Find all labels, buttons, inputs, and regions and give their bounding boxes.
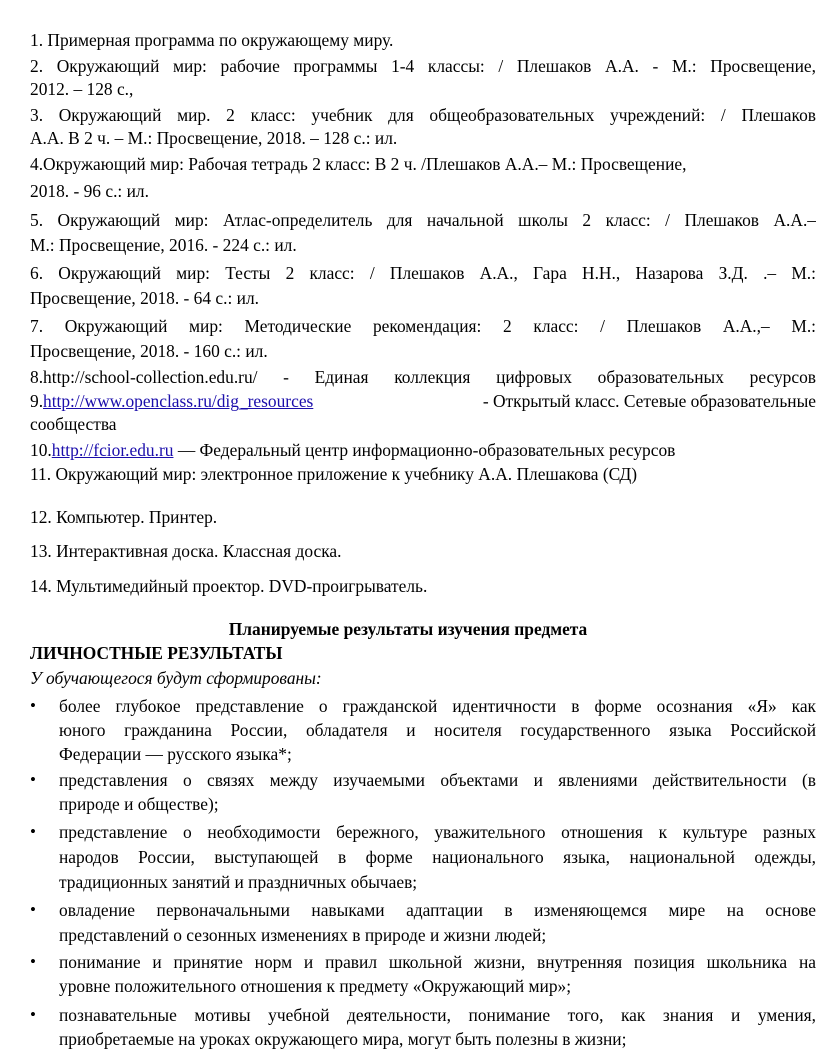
bullet-icon: • <box>30 770 36 789</box>
bullet-3-line-1: представление о необходимости бережного, уважительного отношения к культуре разных <box>59 822 816 842</box>
bullet-1-line-1: более глубокое представление о гражданской идентичности в форме осознания «Я» как <box>59 696 816 716</box>
bullet-3-line-3: традиционных занятий и праздничных обычаев; <box>59 872 418 892</box>
resource-item-6-cont: Просвещение, 2018. - 64 с.: ил. <box>30 288 259 308</box>
section-title: Планируемые результаты изучения предмета <box>228 619 588 639</box>
bullet-icon: • <box>30 952 36 971</box>
resource-item-9-text: - Открытый класс. Сетевые образовательные <box>482 391 816 411</box>
bullet-6-line-1: познавательные мотивы учебной деятельности, понимание того, как знания и умения, <box>59 1005 816 1025</box>
resource-item-7-cont: Просвещение, 2018. - 160 с.: ил. <box>30 341 268 361</box>
personal-results-heading: ЛИЧНОСТНЫЕ РЕЗУЛЬТАТЫ <box>30 643 283 663</box>
resource-item-4-cont: 2018. - 96 с.: ил. <box>30 181 149 201</box>
resource-item-7: 7. Окружающий мир: Методические рекомендация: 2 класс: / Плешаков А.А.,– М.: <box>30 316 816 336</box>
bullet-5-line-1: понимание и принятие норм и правил школьной жизни, внутренняя позиция школьника на <box>59 952 816 972</box>
bullet-3-line-2: народов России, выступающей в форме национального языка, национальной одежды, <box>59 847 816 867</box>
personal-results-intro: У обучающегося будут сформированы: <box>30 668 322 688</box>
openclass-link[interactable]: http://www.openclass.ru/dig_resources <box>43 391 314 411</box>
resource-item-2: 2. Окружающий мир: рабочие программы 1-4 классы: / Плешаков А.А. - М.: Просвещение, <box>30 56 816 76</box>
resource-item-5: 5. Окружающий мир: Атлас-определитель для начальной школы 2 класс: / Плешаков А.А.– <box>30 210 816 230</box>
bullet-2-line-1: представления о связях между изучаемыми объектами и явлениями действительности (в <box>59 770 816 790</box>
resource-item-3-cont: А.А. В 2 ч. – М.: Просвещение, 2018. – 128 с.: ил. <box>30 128 398 148</box>
resource-item-1: 1. Примерная программа по окружающему миру. <box>30 30 394 50</box>
resource-item-14: 14. Мультимедийный проектор. DVD-проигрыватель. <box>30 576 428 596</box>
resource-item-3: 3. Окружающий мир. 2 класс: учебник для общеобразовательных учреждений: / Плешаков <box>30 105 816 125</box>
resource-item-5-cont: М.: Просвещение, 2016. - 224 с.: ил. <box>30 235 297 255</box>
resource-item-10-text: — Федеральный центр информационно-образовательных ресурсов <box>173 440 676 460</box>
resource-item-11: 11. Окружающий мир: электронное приложение к учебнику А.А. Плешакова (СД) <box>30 464 638 484</box>
bullet-6-line-2: приобретаемые на уроках окружающего мира, могут быть полезны в жизни; <box>59 1029 627 1049</box>
resource-item-10-number: 10. <box>30 440 52 460</box>
bullet-icon: • <box>30 696 36 715</box>
bullet-5-line-2: уровне положительного отношения к предмету «Окружающий мир»; <box>59 976 572 996</box>
resource-item-2-cont: 2012. – 128 с., <box>30 79 134 99</box>
fcior-link[interactable]: http://fcior.edu.ru <box>51 440 174 460</box>
bullet-1-line-2: юного гражданина России, обладателя и носителя государственного языка Российской <box>59 720 816 740</box>
resource-item-12: 12. Компьютер. Принтер. <box>30 507 218 527</box>
bullet-4-line-2: представлений о сезонных изменениях в природе и жизни людей; <box>59 925 547 945</box>
resource-item-8: 8.http://school-collection.edu.ru/ - Единая коллекция цифровых образовательных ресурсов <box>30 367 816 387</box>
resource-item-13: 13. Интерактивная доска. Классная доска. <box>30 541 342 561</box>
bullet-1-line-3: Федерации — русского языка*; <box>59 744 292 764</box>
bullet-icon: • <box>30 1005 36 1024</box>
bullet-2-line-2: природе и обществе); <box>59 794 219 814</box>
resource-item-4: 4.Окружающий мир: Рабочая тетрадь 2 класс: В 2 ч. /Плешаков А.А.– М.: Просвещение, <box>30 154 687 174</box>
bullet-icon: • <box>30 822 36 841</box>
resource-item-6: 6. Окружающий мир: Тесты 2 класс: / Плешаков А.А., Гара Н.Н., Назарова З.Д. .– М.: <box>30 263 816 283</box>
resource-item-10 <box>30 440 816 460</box>
resource-item-9-number: 9. <box>30 391 44 411</box>
bullet-4-line-1: овладение первоначальными навыками адаптации в изменяющемся мире на основе <box>59 900 816 920</box>
bullet-icon: • <box>30 900 36 919</box>
resource-item-9-cont: сообщества <box>30 414 117 434</box>
